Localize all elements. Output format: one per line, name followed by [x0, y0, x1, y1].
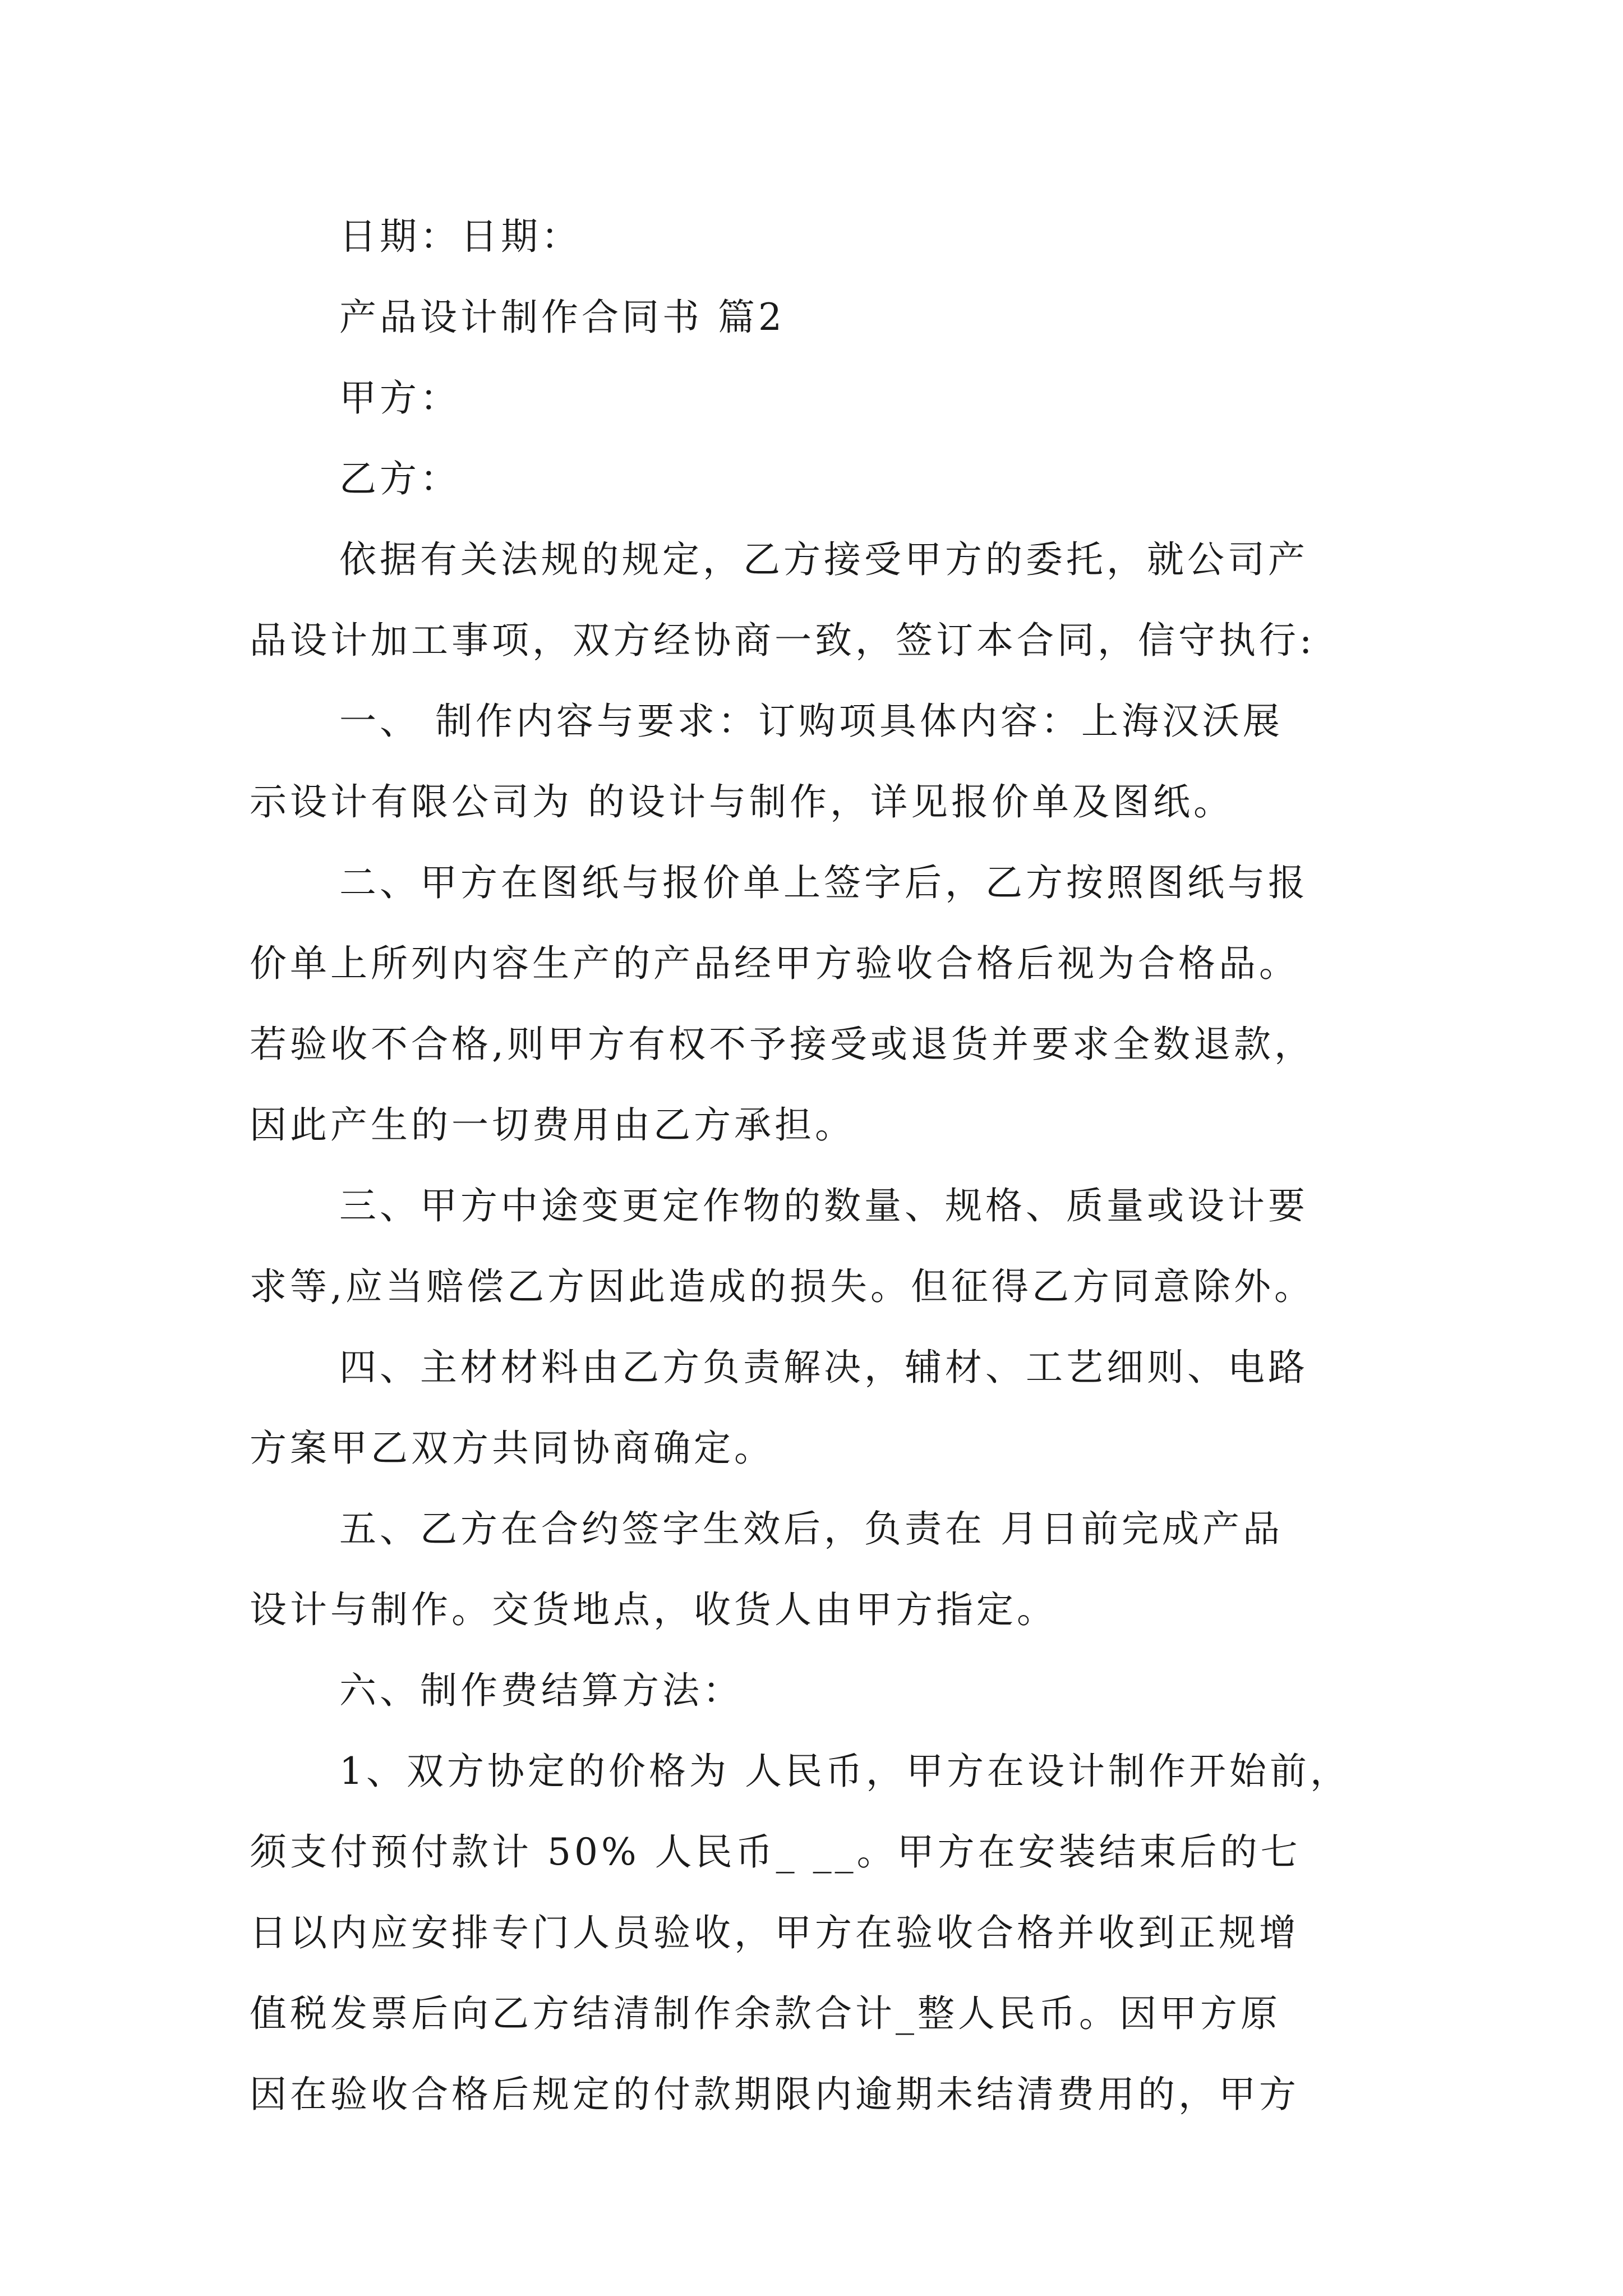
party-b-line: 乙方：: [339, 457, 460, 500]
paragraph-line: 因在验收合格后规定的付款期限内逾期未结清费用的，甲方: [250, 2073, 1299, 2116]
signature-date-line: 日期：日期：: [339, 215, 582, 258]
paragraph-line: 价单上所列内容生产的产品经甲方验收合格后视为合格品。: [250, 942, 1299, 985]
paragraph-line: 示设计有限公司为 的设计与制作，详见报价单及图纸。: [250, 780, 1234, 823]
paragraph-line: 三、甲方中途变更定作物的数量、规格、质量或设计要: [339, 1184, 1308, 1227]
paragraph-line: 若验收不合格,则甲方有权不予接受或退货并要求全数退款，: [250, 1023, 1315, 1066]
paragraph-line: 四、主材材料由乙方负责解决，辅材、工艺细则、电路: [339, 1346, 1308, 1389]
paragraph-line: 须支付预付款计 50% 人民币_ __。甲方在安装结束后的七: [250, 1830, 1301, 1874]
paragraph-line: 因此产生的一切费用由乙方承担。: [250, 1103, 855, 1147]
paragraph-line: 值税发票后向乙方结清制作余款合计_整人民币。因甲方原: [250, 1992, 1281, 2035]
paragraph-line: 1、双方协定的价格为 人民币，甲方在设计制作开始前，: [339, 1750, 1350, 1793]
paragraph-line: 日以内应安排专门人员验收，甲方在验收合格并收到正规增: [250, 1911, 1299, 1954]
paragraph-line: 一、 制作内容与要求：订购项具体内容：上海汉沃展: [339, 700, 1283, 743]
paragraph-line: 五、乙方在合约签字生效后，负责在 月日前完成产品: [339, 1507, 1283, 1550]
paragraph-line: 二、甲方在图纸与报价单上签字后，乙方按照图纸与报: [339, 861, 1308, 904]
paragraph-line: 求等,应当赔偿乙方因此造成的损失。但征得乙方同意除外。: [250, 1265, 1315, 1308]
section-title: 产品设计制作合同书 篇2: [339, 296, 785, 339]
paragraph-line: 六、制作费结算方法：: [339, 1669, 743, 1712]
party-a-line: 甲方：: [339, 376, 460, 420]
paragraph-line: 品设计加工事项，双方经协商一致，签订本合同，信守执行:: [250, 619, 1316, 662]
paragraph-line: 依据有关法规的规定，乙方接受甲方的委托，就公司产: [339, 538, 1308, 581]
paragraph-line: 方案甲乙双方共同协商确定。: [250, 1427, 774, 1470]
paragraph-line: 设计与制作。交货地点，收货人由甲方指定。: [250, 1588, 1057, 1631]
document-body: [250, 213, 1382, 2118]
